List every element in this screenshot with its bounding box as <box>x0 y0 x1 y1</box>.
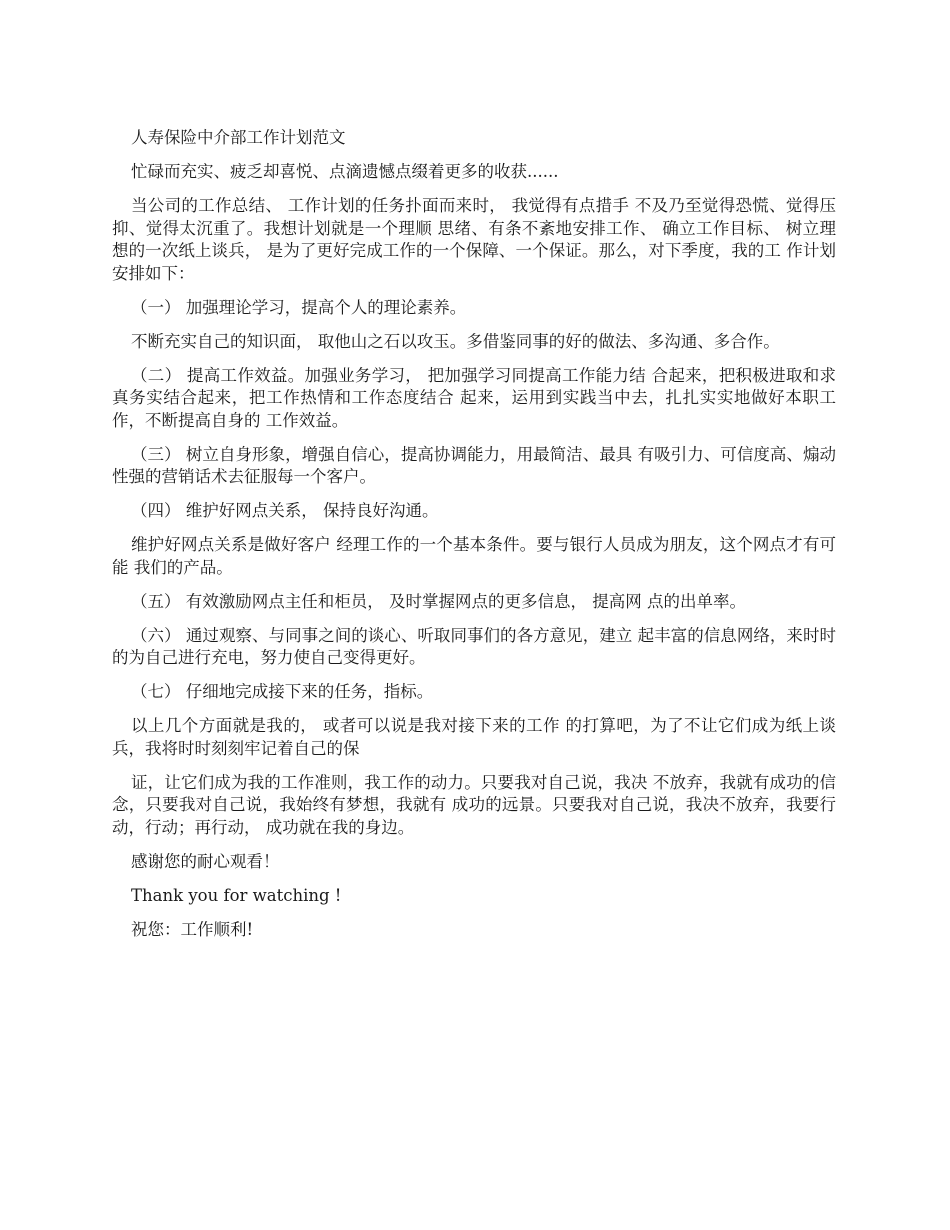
paragraph-item-1-heading: （一） 加强理论学习，提高个人的理论素养。 <box>131 297 467 317</box>
paragraph-item-6: （六） 通过观察、与同事之间的谈心、听取同事们的各方意见，建立 起丰富的信息网络，来时时的为自己进行充电，努力使自己变得更好。 <box>112 625 836 667</box>
paragraph-closing-wish: 祝您：工作顺利! <box>131 919 254 939</box>
paragraph-summary-part-2: 证，让它们成为我的工作准则，我工作的动力。只要我对自己说，我决 不放弃，我就有成功的信念，只要我对自己说，我始终有梦想，我就有 成功的远景。只要我对自己说，我决不放弃，我要行动，行动；再行动， 成功就在我的身边。 <box>112 772 836 837</box>
paragraph-thanks-chinese: 感谢您的耐心观看！ <box>131 851 280 871</box>
paragraph-item-4-body: 维护好网点关系是做好客户 经理工作的一个基本条件。要与银行人员成为朋友，这个网点才有可能 我们的产品。 <box>112 535 836 577</box>
paragraph-item-4-heading: （四） 维护好网点关系， 保持良好沟通。 <box>131 501 439 520</box>
paragraph-summary-part-1: 以上几个方面就是我的， 或者可以说是我对接下来的工作 的打算吧，为了不让它们成为纸上谈兵，我将时时刻刻牢记着自己的保 <box>112 716 836 758</box>
paragraph-item-3: （三） 树立自身形象，增强自信心，提高协调能力，用最简洁、最具 有吸引力、可信度高、煽动性强的营销话术去征服每一个客户。 <box>112 444 836 486</box>
document-title: 人寿保险中介部工作计划范文 <box>131 128 346 147</box>
paragraph-thanks-english: Thank you for watching ! <box>131 885 342 905</box>
paragraph-item-2: （二） 提高工作效益。加强业务学习， 把加强学习同提高工作能力结 合起来，把积极进取和求真务实结合起来，把工作热情和工作态度结合 起来，运用到实践当中去，扎扎实实地做好本职工作，不断提高自身的 工作效益。 <box>112 365 836 430</box>
paragraph-intro: 忙碌而充实、疲乏却喜悦、点滴遗憾点缀着更多的收获...... <box>131 162 559 181</box>
paragraph-item-7: （七） 仔细地完成接下来的任务，指标。 <box>131 682 434 701</box>
paragraph-item-1-body: 不断充实自己的知识面， 取他山之石以攻玉。多借鉴同事的好的做法、多沟通、多合作。 <box>131 331 780 351</box>
paragraph-background: 当公司的工作总结、 工作计划的任务扑面而来时， 我觉得有点措手 不及乃至觉得恐慌、觉得压抑、觉得太沉重了。我想计划就是一个理顺 思绪、有条不紊地安排工作、 确立工作目标、 树立理想的一次纸上谈兵， 是为了更好完成工作的一个保障、一个保证。那么，对下季度，我的工 作计划安排如下： <box>112 196 836 283</box>
paragraph-item-5: （五） 有效激励网点主任和柜员， 及时掌握网点的更多信息， 提高网 点的出单率。 <box>131 591 746 611</box>
